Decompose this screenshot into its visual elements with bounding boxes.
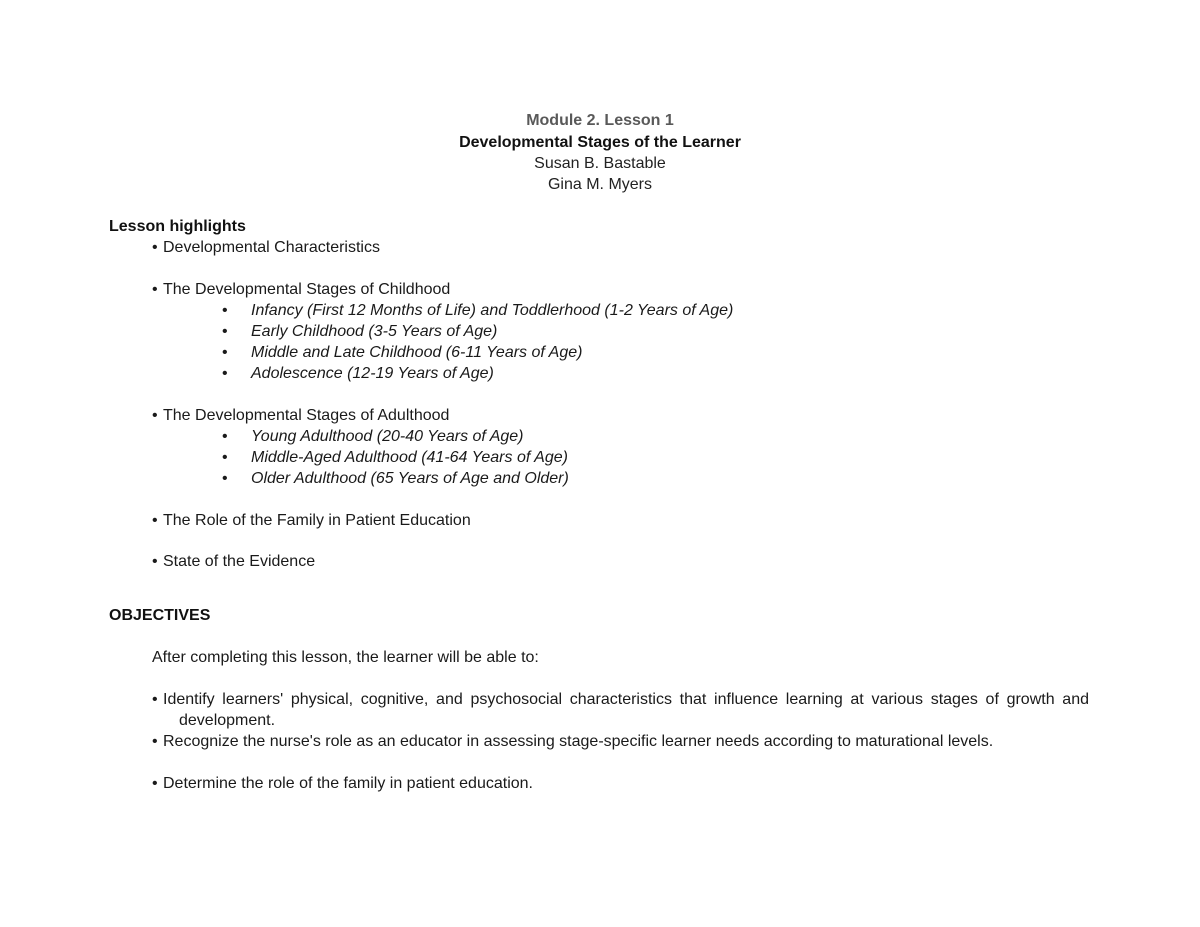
bullet-icon: • — [222, 365, 228, 382]
bullet-icon: • — [152, 775, 158, 792]
bullet-icon: • — [152, 281, 158, 298]
bullet-icon: • — [152, 733, 158, 750]
highlight-item — [152, 237, 380, 258]
bullet-icon: • — [152, 239, 158, 256]
highlight-text: The Role of the Family in Patient Education — [163, 512, 471, 529]
childhood-stage-item — [222, 300, 733, 321]
childhood-stage-item — [222, 363, 494, 384]
bullet-icon: • — [222, 302, 228, 319]
bullet-icon: • — [222, 344, 228, 361]
objective-text: Determine the role of the family in patient education. — [163, 775, 533, 792]
module-label: Module 2. Lesson 1 — [526, 112, 674, 129]
stage-text: Older Adulthood (65 Years of Age and Older) — [251, 470, 569, 487]
highlight-item — [152, 510, 471, 531]
objective-text: Recognize the nurse's role as an educator in assessing stage-specific learner needs according to maturational levels. — [163, 733, 994, 750]
bullet-icon: • — [222, 323, 228, 340]
childhood-stage-item — [222, 342, 582, 363]
adulthood-stage-item — [222, 447, 568, 468]
stage-text: Adolescence (12-19 Years of Age) — [251, 365, 494, 382]
author-name: Susan B. Bastable — [534, 155, 666, 172]
highlight-text: Developmental Characteristics — [163, 239, 380, 256]
objective-text: Identify learners' physical, cognitive, and psychosocial characteristics that influence learning at various stages of growth and development. — [163, 691, 1089, 729]
bullet-icon: • — [152, 553, 158, 570]
objectives-intro: After completing this lesson, the learner will be able to: — [152, 649, 539, 666]
bullet-icon: • — [222, 470, 228, 487]
bullet-icon: • — [152, 691, 158, 708]
author-name: Gina M. Myers — [547, 176, 652, 193]
stage-text: Early Childhood (3-5 Years of Age) — [251, 323, 498, 340]
childhood-stage-item — [222, 321, 497, 342]
highlight-text: The Developmental Stages of Childhood — [163, 281, 451, 298]
lesson-highlights-heading: Lesson highlights — [109, 218, 246, 235]
objective-item — [152, 689, 1089, 731]
stage-text: Middle-Aged Adulthood (41-64 Years of Age) — [251, 449, 568, 466]
bullet-icon: • — [222, 449, 228, 466]
adulthood-stage-item — [222, 468, 569, 489]
document-title: Developmental Stages of the Learner — [459, 134, 741, 151]
highlight-item — [152, 279, 450, 300]
bullet-icon: • — [152, 407, 158, 424]
stage-text: Middle and Late Childhood (6-11 Years of Age) — [251, 344, 583, 361]
bullet-icon: • — [222, 428, 228, 445]
bullet-icon: • — [152, 512, 158, 529]
highlight-item — [152, 551, 315, 572]
stage-text: Young Adulthood (20-40 Years of Age) — [251, 428, 524, 445]
objective-item — [152, 731, 1089, 752]
highlight-text: The Developmental Stages of Adulthood — [163, 407, 450, 424]
adulthood-stage-item — [222, 426, 524, 447]
stage-text: Infancy (First 12 Months of Life) and Toddlerhood (1-2 Years of Age) — [251, 302, 734, 319]
objective-item — [152, 773, 1089, 794]
highlight-item — [152, 405, 449, 426]
objectives-heading: OBJECTIVES — [109, 607, 211, 624]
highlight-text: State of the Evidence — [163, 553, 316, 570]
